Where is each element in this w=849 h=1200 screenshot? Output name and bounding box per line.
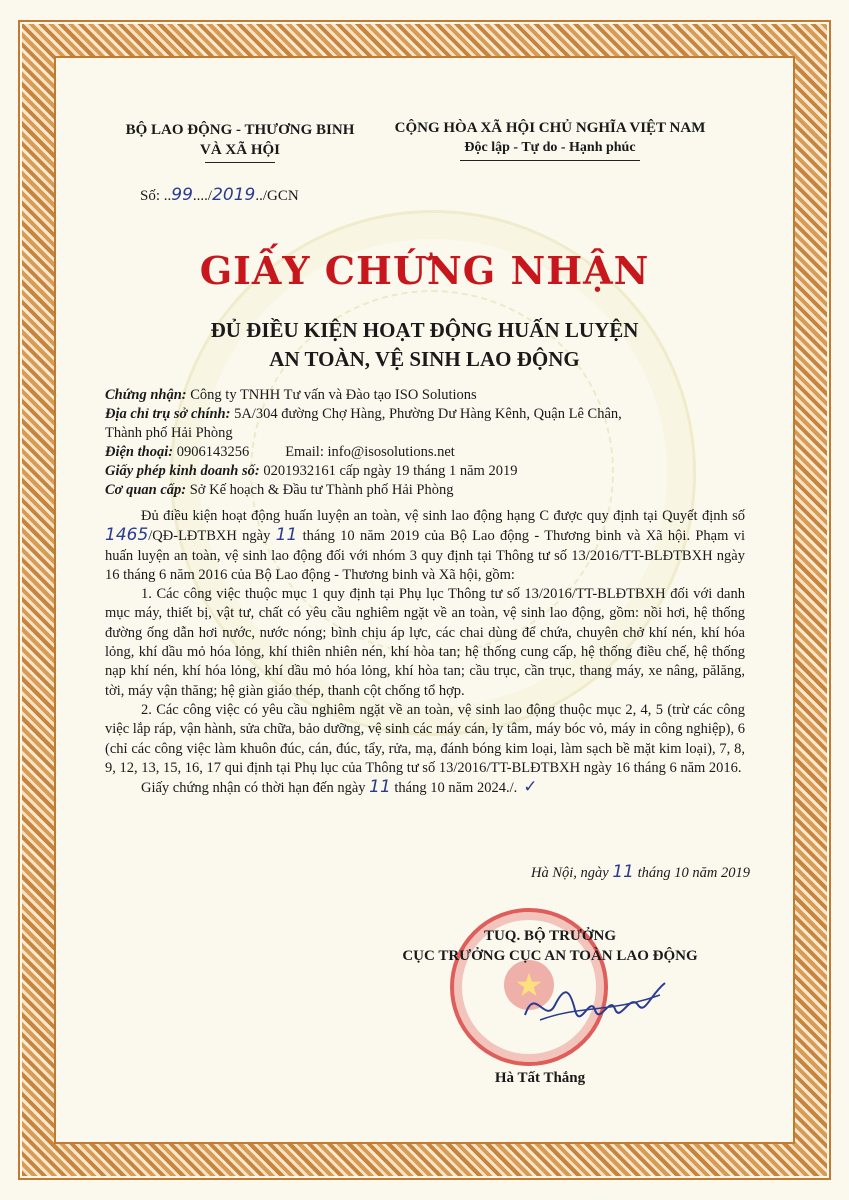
info-address [105,405,745,424]
signer-name: Hà Tất Thắng [494,1070,586,1086]
subtitle-line-2: AN TOÀN, VỆ SINH LAO ĐỘNG [269,347,580,371]
number-suffix: ../GCN [255,188,299,204]
p1-text-c: tháng 10 năm 2019 của Bộ Lao động - Thương binh và Xã hội. Phạm vi huấn luyện an toàn, vệ sinh lao động đối với nhóm 3 quy định tại Thông tư số 13/2016/TT-BLĐTBXH ngày 16 tháng 6 năm 2016 của Bộ Lao động - Thương binh và Xã hội, gồm: [105,528,745,583]
number-prefix: Số: .. [140,188,172,204]
cert-label: Chứng nhận: [105,387,187,403]
expiry-day-handwritten: 11 [369,777,391,798]
republic-name: CỘNG HÒA XÃ HỘI CHỦ NGHĨA VIỆT NAM [394,120,706,136]
phone-label: Điện thoại: [105,444,174,460]
info-address-2: Thành phố Hải Phòng [105,425,233,441]
license-value: 0201932161 cấp ngày 19 tháng 1 năm 2019 [259,463,518,479]
ministry-underline [205,162,275,163]
signer-role-2: CỤC TRƯỞNG CỤC AN TOÀN LAO ĐỘNG [402,948,698,964]
license-label: Giấy phép kinh doanh số: [105,463,260,479]
number-handwritten: 99 [171,185,193,205]
agency-value: Sở Kế hoạch & Đầu tư Thành phố Hải Phòng [186,482,454,498]
cert-value: Công ty TNHH Tư vấn và Đào tạo ISO Solutions [186,387,477,403]
ministry-header [110,120,370,163]
info-license [105,462,745,481]
info-contact [105,443,745,462]
republic-header [380,118,720,161]
date-text-b: tháng 10 năm 2019 [634,865,750,881]
body-paragraph-3: 2. Các công việc có yêu cầu nghiêm ngặt về an toàn, vệ sinh lao động thuộc mục 2, 4, 5 (trừ các công việc lắp ráp, vận hành, sửa chữa, bảo dưỡng, vệ sinh các máy cán, ly tâm, máy bóc vỏ, máy in công nghiệp), 6 (chỉ các công việc làm khuôn đúc, cán, đúc, tẩy, rửa, mạ, đánh bóng kim loại, làm sạch bề mặt kim loại), 7, 8, 9, 12, 13, 15, 16, 17 qui định tại Phụ lục của Thông tư số 13/2016/TT-BLĐTBXH ngày 16 tháng 6 năm 2016. [105,701,745,776]
issue-date [430,862,750,882]
p1-text-a: Đủ điều kiện hoạt động huấn luyện an toàn, vệ sinh lao động hạng C được quy định tại Quyết định số [141,508,745,524]
p1-text-b: /QĐ-LĐTBXH ngày [148,528,276,545]
address-label: Địa chỉ trụ sở chính: [105,406,231,422]
email-value: Email: info@isosolutions.net [285,444,455,460]
p4-text-a: Giấy chứng nhận có thời hạn đến ngày [141,780,370,797]
signature [520,975,670,1035]
certificate-title: GIẤY CHỨNG NHẬN [199,248,650,293]
ministry-line-2: VÀ XÃ HỘI [199,142,280,158]
year-handwritten: 2019 [212,185,256,205]
decision-day-handwritten: 11 [275,525,298,546]
signer-role-1: TUQ. BỘ TRƯỞNG [483,928,617,944]
decision-number-handwritten: 1465 [105,525,149,546]
certificate-number [140,185,299,205]
ministry-line-1: BỘ LAO ĐỘNG - THƯƠNG BINH [125,122,355,138]
agency-label: Cơ quan cấp: [105,482,187,498]
phone-value: 0906143256 [173,444,250,460]
certificate-body [105,507,745,798]
p4-text-b: tháng 10 năm 2024./. [390,780,518,797]
seal-star-icon: ★ [504,960,554,1010]
subtitle-line-1: ĐỦ ĐIỀU KIỆN HOẠT ĐỘNG HUẤN LUYỆN [210,318,639,342]
info-agency [105,481,745,500]
body-paragraph-1 [105,507,745,585]
date-text-a: Hà Nội, ngày [531,865,613,881]
date-day-handwritten: 11 [612,862,634,882]
national-motto: Độc lập - Tự do - Hạnh phúc [464,140,636,155]
initial-mark: ✓ [523,777,538,798]
body-paragraph-4 [105,778,745,798]
number-sep: ..../ [192,188,213,204]
body-paragraph-2: 1. Các công việc thuộc mục 1 quy định tại Phụ lục Thông tư số 13/2016/TT-BLĐTBXH đối với danh mục máy, thiết bị, vật tư, chất có yêu cầu nghiêm ngặt về an toàn, vệ sinh lao động, gồm: nồi hơi, hệ thống đường ống dẫn hơi nước, nước nóng; bình chịu áp lực, các chai dùng để chứa, chuyên chở khí nén, khí hóa lỏng, khí dầu mỏ hóa lỏng, khí thiên nhiên nén, khí hòa tan; hệ thống cung cấp, hệ thống điều chế, hệ thống nạp khí nén, khí hóa lỏng, khí dầu mỏ hóa lỏng, khí hòa tan; cầu trục, cần trục, thang máy, xe nâng, pălăng, tời, máy vận thăng; hệ giàn giáo thép, thanh cột chống tổ hợp. [105,586,745,699]
info-certified [105,386,745,405]
address-value: 5A/304 đường Chợ Hàng, Phường Dư Hàng Kênh, Quận Lê Chân, [230,406,622,422]
motto-underline [460,160,640,161]
